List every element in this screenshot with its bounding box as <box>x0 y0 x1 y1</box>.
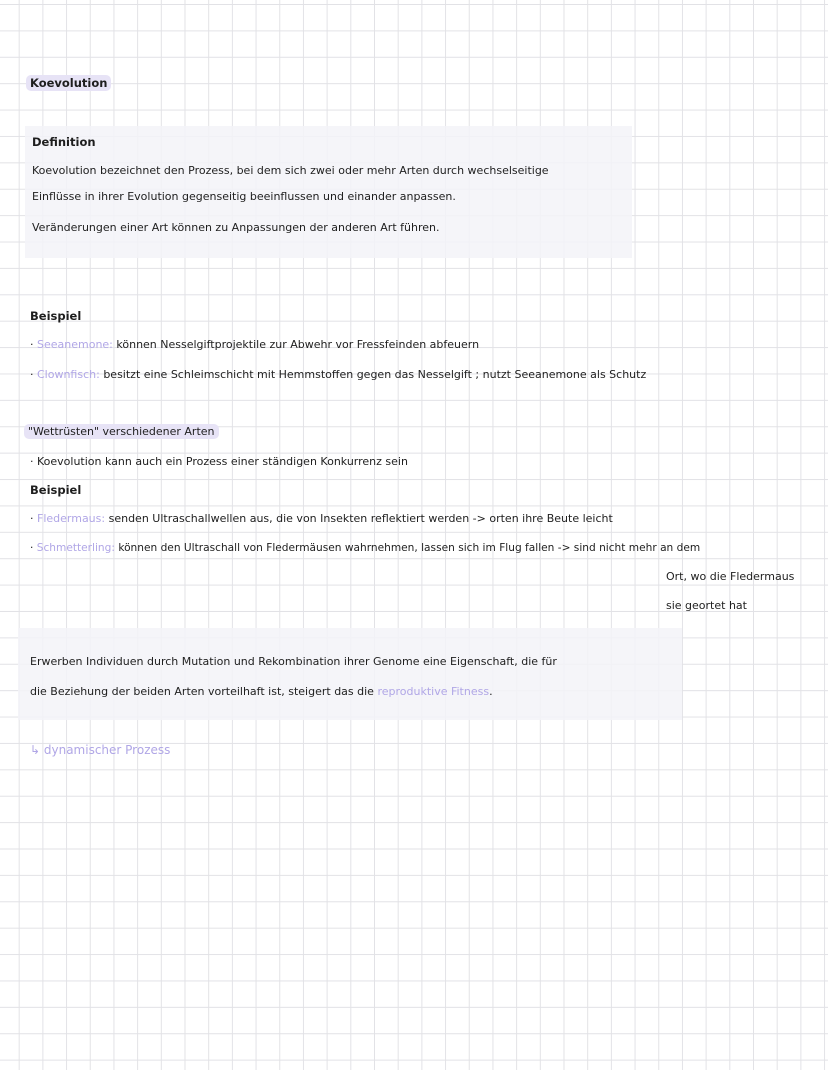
list-item: · Seeanemone: können Nesselgiftprojektile zur Abwehr vor Fressfeinden abfeuern <box>30 338 480 351</box>
summary-line: die Beziehung der beiden Arten vorteilhaft ist, steigert das die reproduktive Fitness. <box>30 685 493 698</box>
summary-box <box>18 628 682 720</box>
dynamic-process-note: ↳ dynamischer Prozess <box>30 743 171 757</box>
page-title: Koevolution <box>26 76 111 90</box>
list-item: · Schmetterling: können den Ultraschall von Fledermäusen wahrnehmen, lassen sich im Flug fallen -> sind nicht mehr an dem <box>30 542 701 554</box>
example-heading: Beispiel <box>30 309 82 323</box>
list-item: · Koevolution kann auch ein Prozess einer ständigen Konkurrenz sein <box>30 455 408 468</box>
definition-line: Einflüsse in ihrer Evolution gegenseitig beeinflussen und einander anpassen. <box>32 190 456 203</box>
continuation-line: sie geortet hat <box>666 599 747 612</box>
arms-race-heading: "Wettrüsten" verschiedener Arten <box>24 425 219 439</box>
definition-heading: Definition <box>32 135 96 149</box>
definition-line: Veränderungen einer Art können zu Anpassungen der anderen Art führen. <box>32 221 440 234</box>
list-item: · Fledermaus: senden Ultraschallwellen aus, die von Insekten reflektiert werden -> orten ihre Beute leicht <box>30 512 613 525</box>
definition-line: Koevolution bezeichnet den Prozess, bei dem sich zwei oder mehr Arten durch wechselseitige <box>32 164 549 177</box>
continuation-line: Ort, wo die Fledermaus <box>666 570 795 583</box>
summary-line: Erwerben Individuen durch Mutation und Rekombination ihrer Genome eine Eigenschaft, die für <box>30 655 557 668</box>
example-heading: Beispiel <box>30 483 82 497</box>
list-item: · Clownfisch: besitzt eine Schleimschicht mit Hemmstoffen gegen das Nesselgift ; nutzt Seeanemone als Schutz <box>30 368 647 381</box>
